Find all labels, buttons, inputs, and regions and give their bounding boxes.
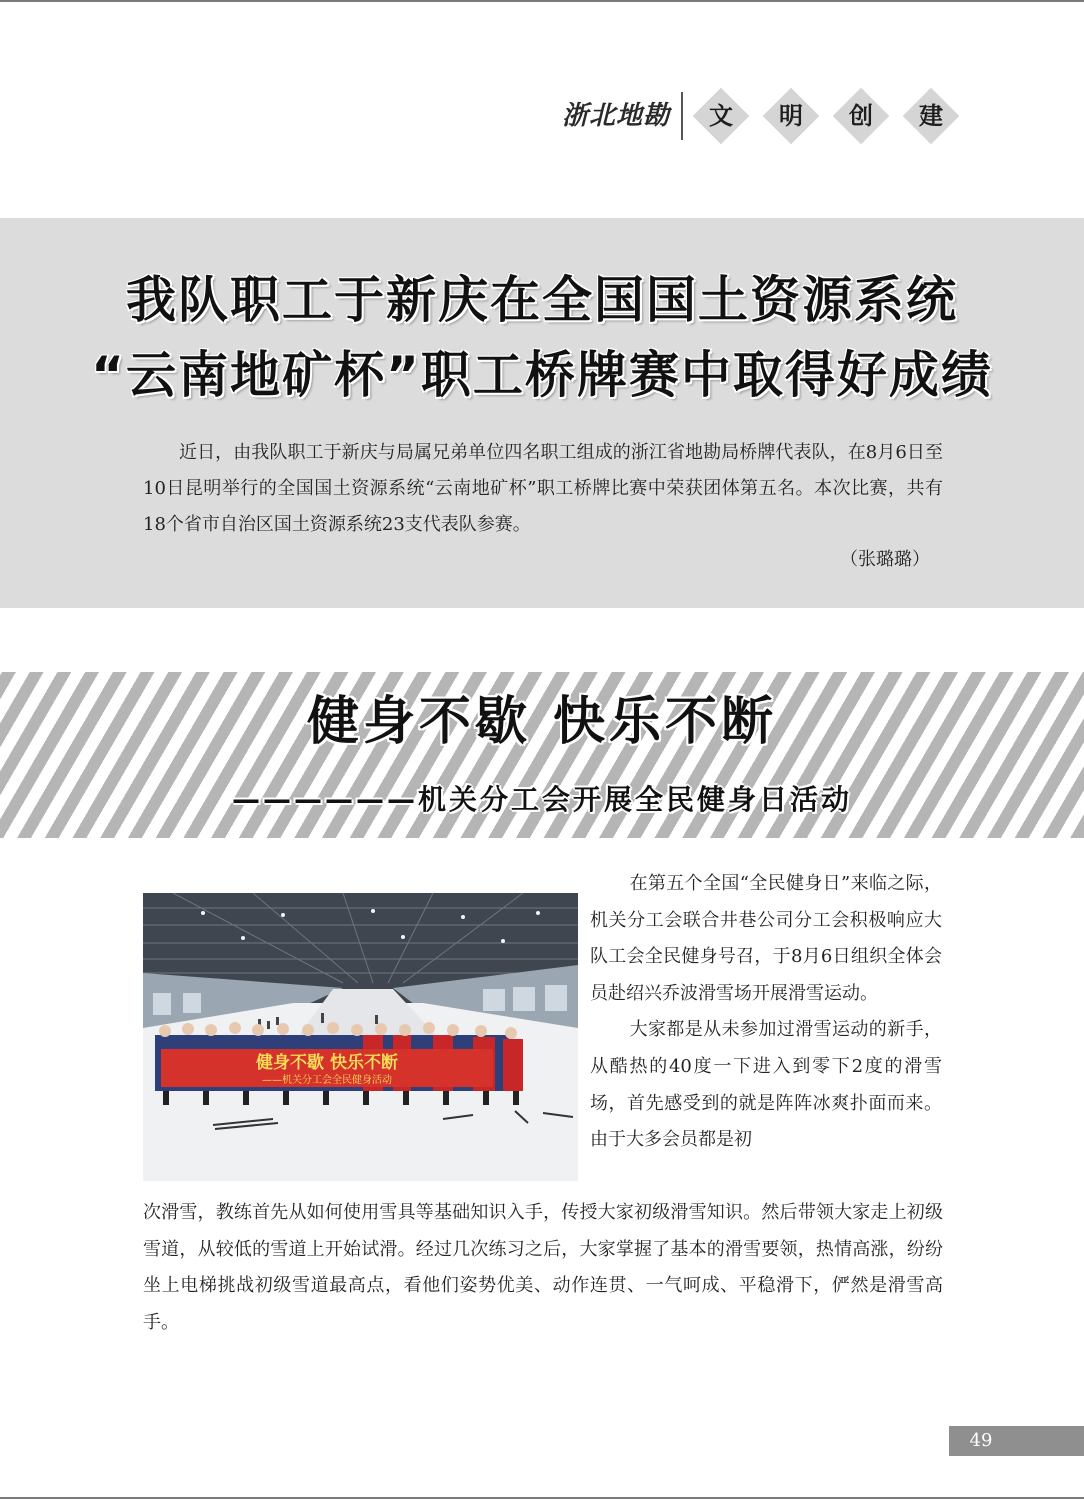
photo-banner-text: 健身不歇 快乐不断	[256, 1053, 398, 1073]
ski-photo-illustration	[143, 893, 578, 1181]
section-tag-char: 文	[709, 102, 733, 130]
photo-banner-subtext: ——机关分工会全民健身活动	[262, 1075, 392, 1086]
section-tag-3	[837, 92, 885, 140]
feature-title: 健身不歇 快乐不断	[306, 692, 778, 752]
feature-article-full	[143, 1195, 943, 1341]
section-tag-char: 建	[919, 102, 943, 130]
page-number: 49	[969, 1430, 993, 1451]
section-tag-4	[907, 92, 955, 140]
news-body	[143, 435, 943, 543]
section-tag-1	[697, 92, 745, 140]
top-rule	[0, 0, 1084, 2]
section-tag-2	[767, 92, 815, 140]
news-paragraph: 近日，由我队职工于新庆与局属兄弟单位四名职工组成的浙江省地勘局桥牌代表队，在8月6日至10日昆明举行的全国国土资源系统“云南地矿杯”职工桥牌比赛中荣获团体第五名。本次比赛，共有18个省市自治区国土资源系统23支代表队参赛。	[143, 442, 943, 535]
section-tag-char: 明	[779, 102, 803, 130]
feature-paragraph-2: 大家都是从未参加过滑雪运动的新手，从酷热的40度一下进入到零下2度的滑雪场，首先感受到的就是阵阵冰爽扑面而来。由于大多会员都是初	[590, 1019, 942, 1151]
feature-paragraph-2-continued: 次滑雪，教练首先从如何使用雪具等基础知识入手，传授大家初级滑雪知识。然后带领大家走上初级雪道，从较低的雪道上开始试滑。经过几次练习之后，大家掌握了基本的滑雪要领，热情高涨，纷纷坐上电梯挑战初级雪道最高点，看他们姿势优美、动作连贯、一气呵成、平稳滑下，俨然是滑雪高手。	[143, 1202, 943, 1333]
feature-article-side	[590, 866, 942, 1159]
section-tag-char: 创	[849, 102, 873, 130]
news-author: （张璐璐）	[840, 549, 930, 570]
brand-logo: 浙北地勘	[561, 101, 670, 131]
feature-subtitle: ——————机关分工会开展全民健身日活动	[231, 783, 852, 816]
page-number-badge	[949, 1426, 1084, 1456]
news-title-line1: 我队职工于新庆在全国国土资源系统	[126, 271, 958, 329]
feature-paragraph-1: 在第五个全国“全民健身日”来临之际，机关分工会联合井巷公司分工会积极响应大队工会全民健身号召，于8月6日组织全体会员赴绍兴乔波滑雪场开展滑雪运动。	[590, 873, 942, 1004]
header-divider	[681, 92, 683, 140]
ski-group-photo	[143, 893, 578, 1181]
bottom-rule	[0, 1497, 1084, 1499]
news-title-line2: “云南地矿杯”职工桥牌赛中取得好成绩	[91, 346, 993, 404]
